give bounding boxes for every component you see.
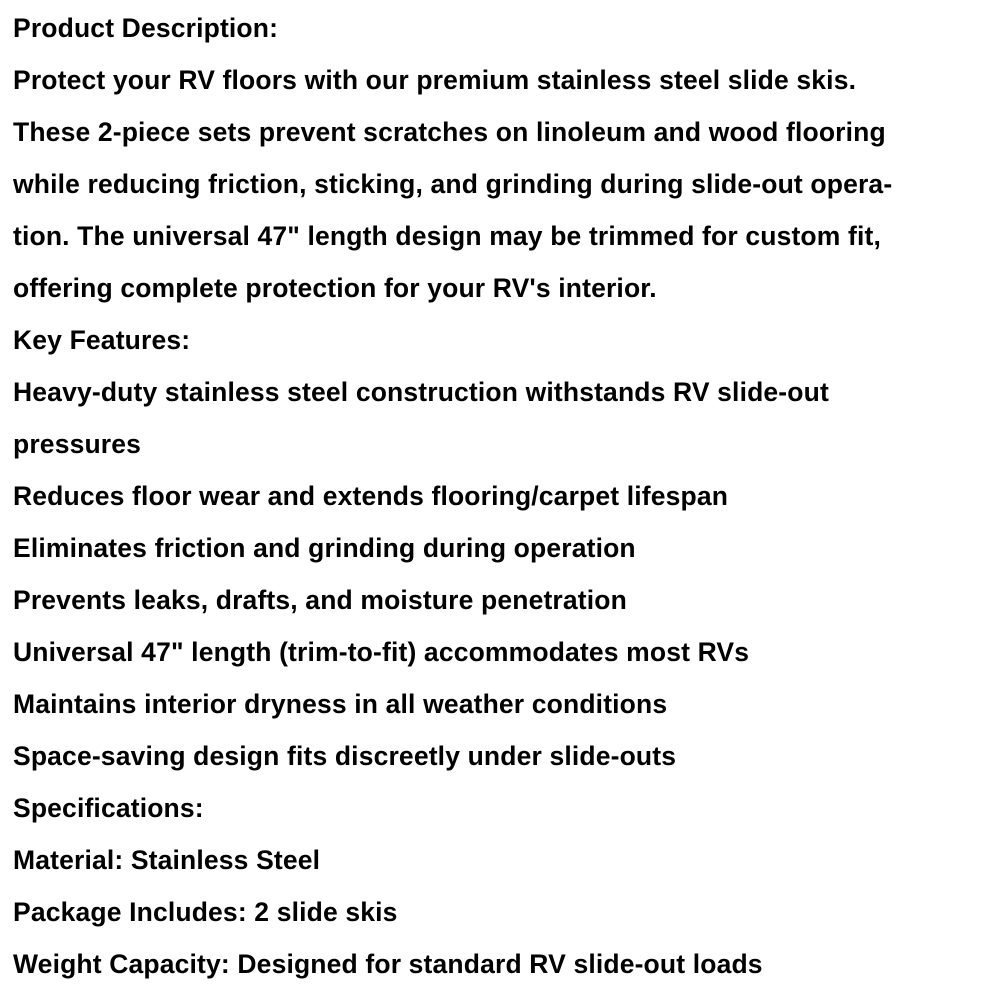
specifications-heading: Specifications: xyxy=(13,793,204,823)
feature-line: Heavy-duty stainless steel construction withstands RV slide-out xyxy=(13,377,829,407)
specification-line: Package Includes: 2 slide skis xyxy=(13,897,398,927)
feature-line: Universal 47" length (trim-to-fit) accommodates most RVs xyxy=(13,637,750,667)
description-line: tion. The universal 47" length design may be trimmed for custom fit, xyxy=(13,221,881,251)
product-listing-document xyxy=(13,0,993,990)
description-line: offering complete protection for your RV's interior. xyxy=(13,273,657,303)
feature-line: pressures xyxy=(13,429,142,459)
description-line: while reducing friction, sticking, and grinding during slide-out opera- xyxy=(13,169,893,199)
feature-line: Eliminates friction and grinding during operation xyxy=(13,533,636,563)
description-line: Protect your RV floors with our premium stainless steel slide skis. xyxy=(13,65,857,95)
description-line: These 2-piece sets prevent scratches on linoleum and wood flooring xyxy=(13,117,886,147)
feature-line: Reduces floor wear and extends flooring/carpet lifespan xyxy=(13,481,729,511)
feature-line: Prevents leaks, drafts, and moisture penetration xyxy=(13,585,627,615)
features-heading: Key Features: xyxy=(13,325,191,355)
specification-line: Weight Capacity: Designed for standard RV slide-out loads xyxy=(13,949,763,979)
description-heading: Product Description: xyxy=(13,13,279,43)
feature-line: Maintains interior dryness in all weather conditions xyxy=(13,689,668,719)
feature-line: Space-saving design fits discreetly under slide-outs xyxy=(13,741,677,771)
specification-line: Material: Stainless Steel xyxy=(13,845,321,875)
